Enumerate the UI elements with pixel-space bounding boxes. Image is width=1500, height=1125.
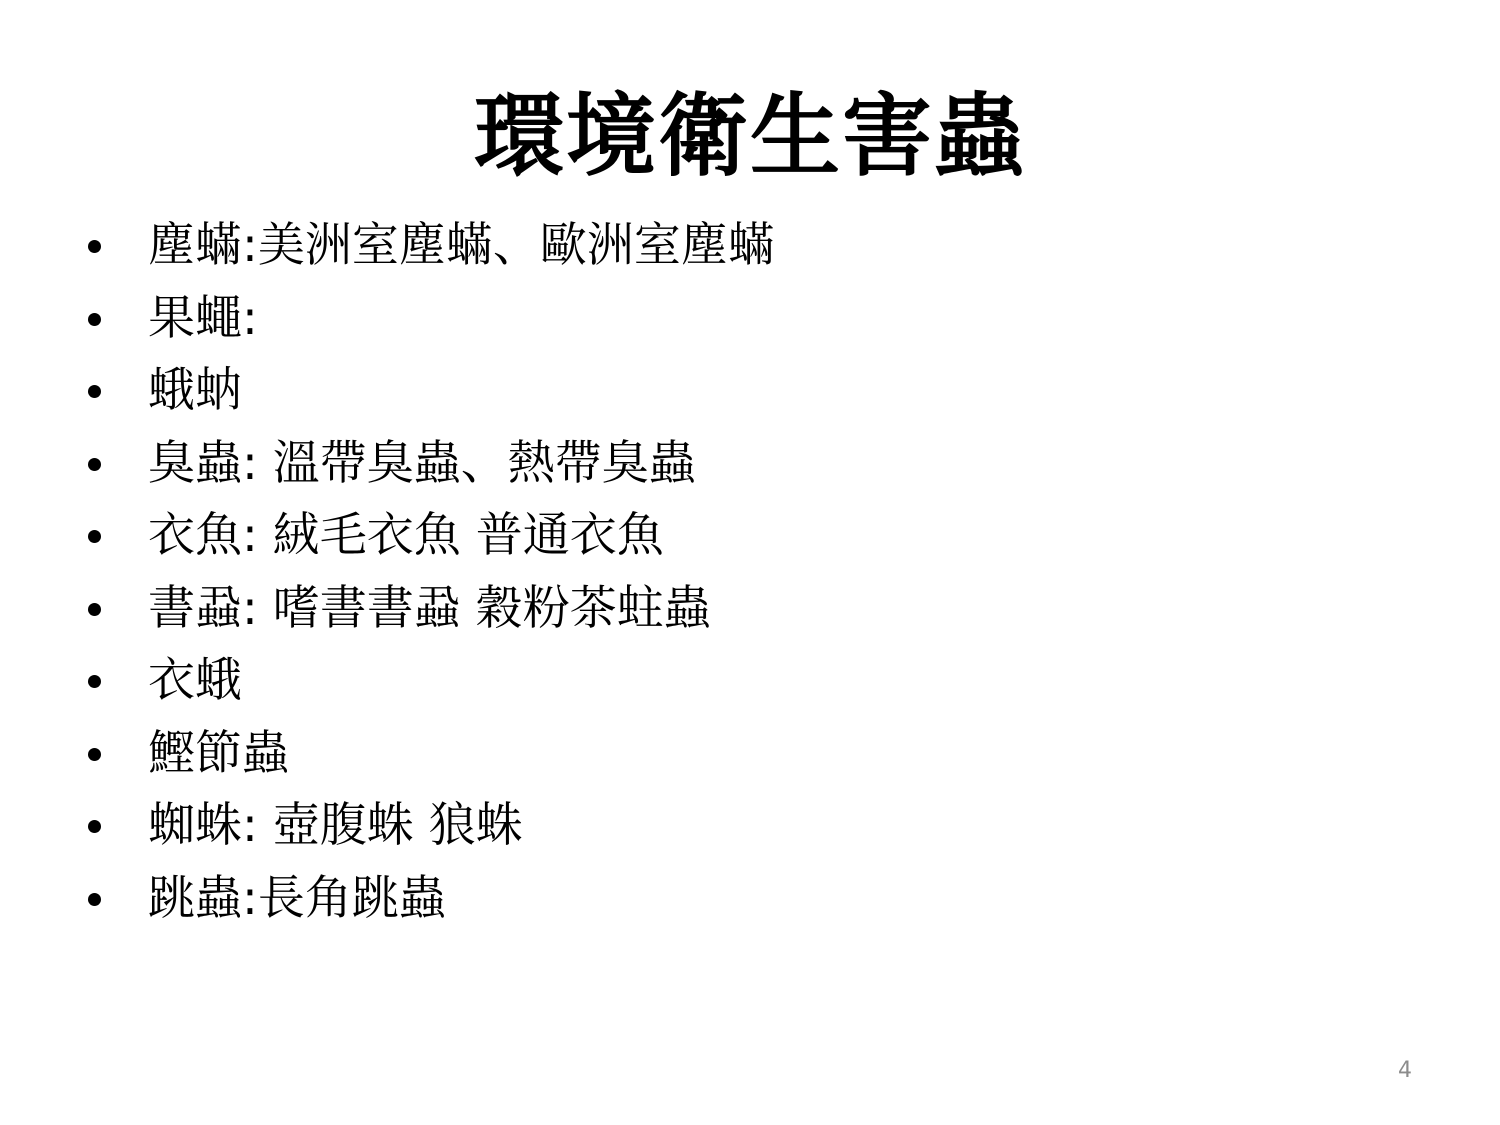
bullet-text: 衣魚: 絨毛衣魚 普通衣魚 <box>148 508 664 563</box>
bullet-dot-icon <box>88 603 101 616</box>
list-item <box>88 792 1408 865</box>
slide-title: 環境衛生害蟲 <box>474 84 1026 189</box>
bullet-text: 書蝨: 嗜書書蝨 穀粉茶蛀蟲 <box>148 580 711 636</box>
list-item <box>88 357 1408 430</box>
bullet-dot-icon <box>88 313 101 326</box>
list-item <box>88 430 1408 503</box>
bullet-dot-icon <box>88 240 101 253</box>
bullet-dot-icon <box>88 385 101 398</box>
list-item <box>88 647 1408 720</box>
list-item <box>88 502 1408 575</box>
bullet-text: 衣蛾 <box>148 653 242 708</box>
bullet-text: 塵蟎:美洲室塵蟎、歐洲室塵蟎 <box>148 218 775 273</box>
bullet-dot-icon <box>88 748 101 761</box>
bullet-text: 果蠅: <box>148 290 258 346</box>
bullet-text: 蛾蚋 <box>148 363 242 418</box>
bullet-dot-icon <box>88 458 101 471</box>
bullet-dot-icon <box>88 530 101 543</box>
bullet-text: 臭蟲: 溫帶臭蟲、熱帶臭蟲 <box>148 435 696 491</box>
list-item <box>88 865 1408 938</box>
list-item <box>88 720 1408 793</box>
page-number: 4 <box>1398 1058 1412 1083</box>
list-item <box>88 285 1408 358</box>
list-item <box>88 212 1408 285</box>
bullet-dot-icon <box>88 893 101 906</box>
bullet-text: 蜘蛛: 壺腹蛛 狼蛛 <box>148 798 523 853</box>
bullet-text: 跳蟲:長角跳蟲 <box>148 870 446 926</box>
bullet-dot-icon <box>88 820 101 833</box>
bullet-dot-icon <box>88 675 101 688</box>
bullet-text: 鰹節蟲 <box>148 725 289 781</box>
list-item <box>88 575 1408 648</box>
bullet-list <box>88 212 1408 937</box>
